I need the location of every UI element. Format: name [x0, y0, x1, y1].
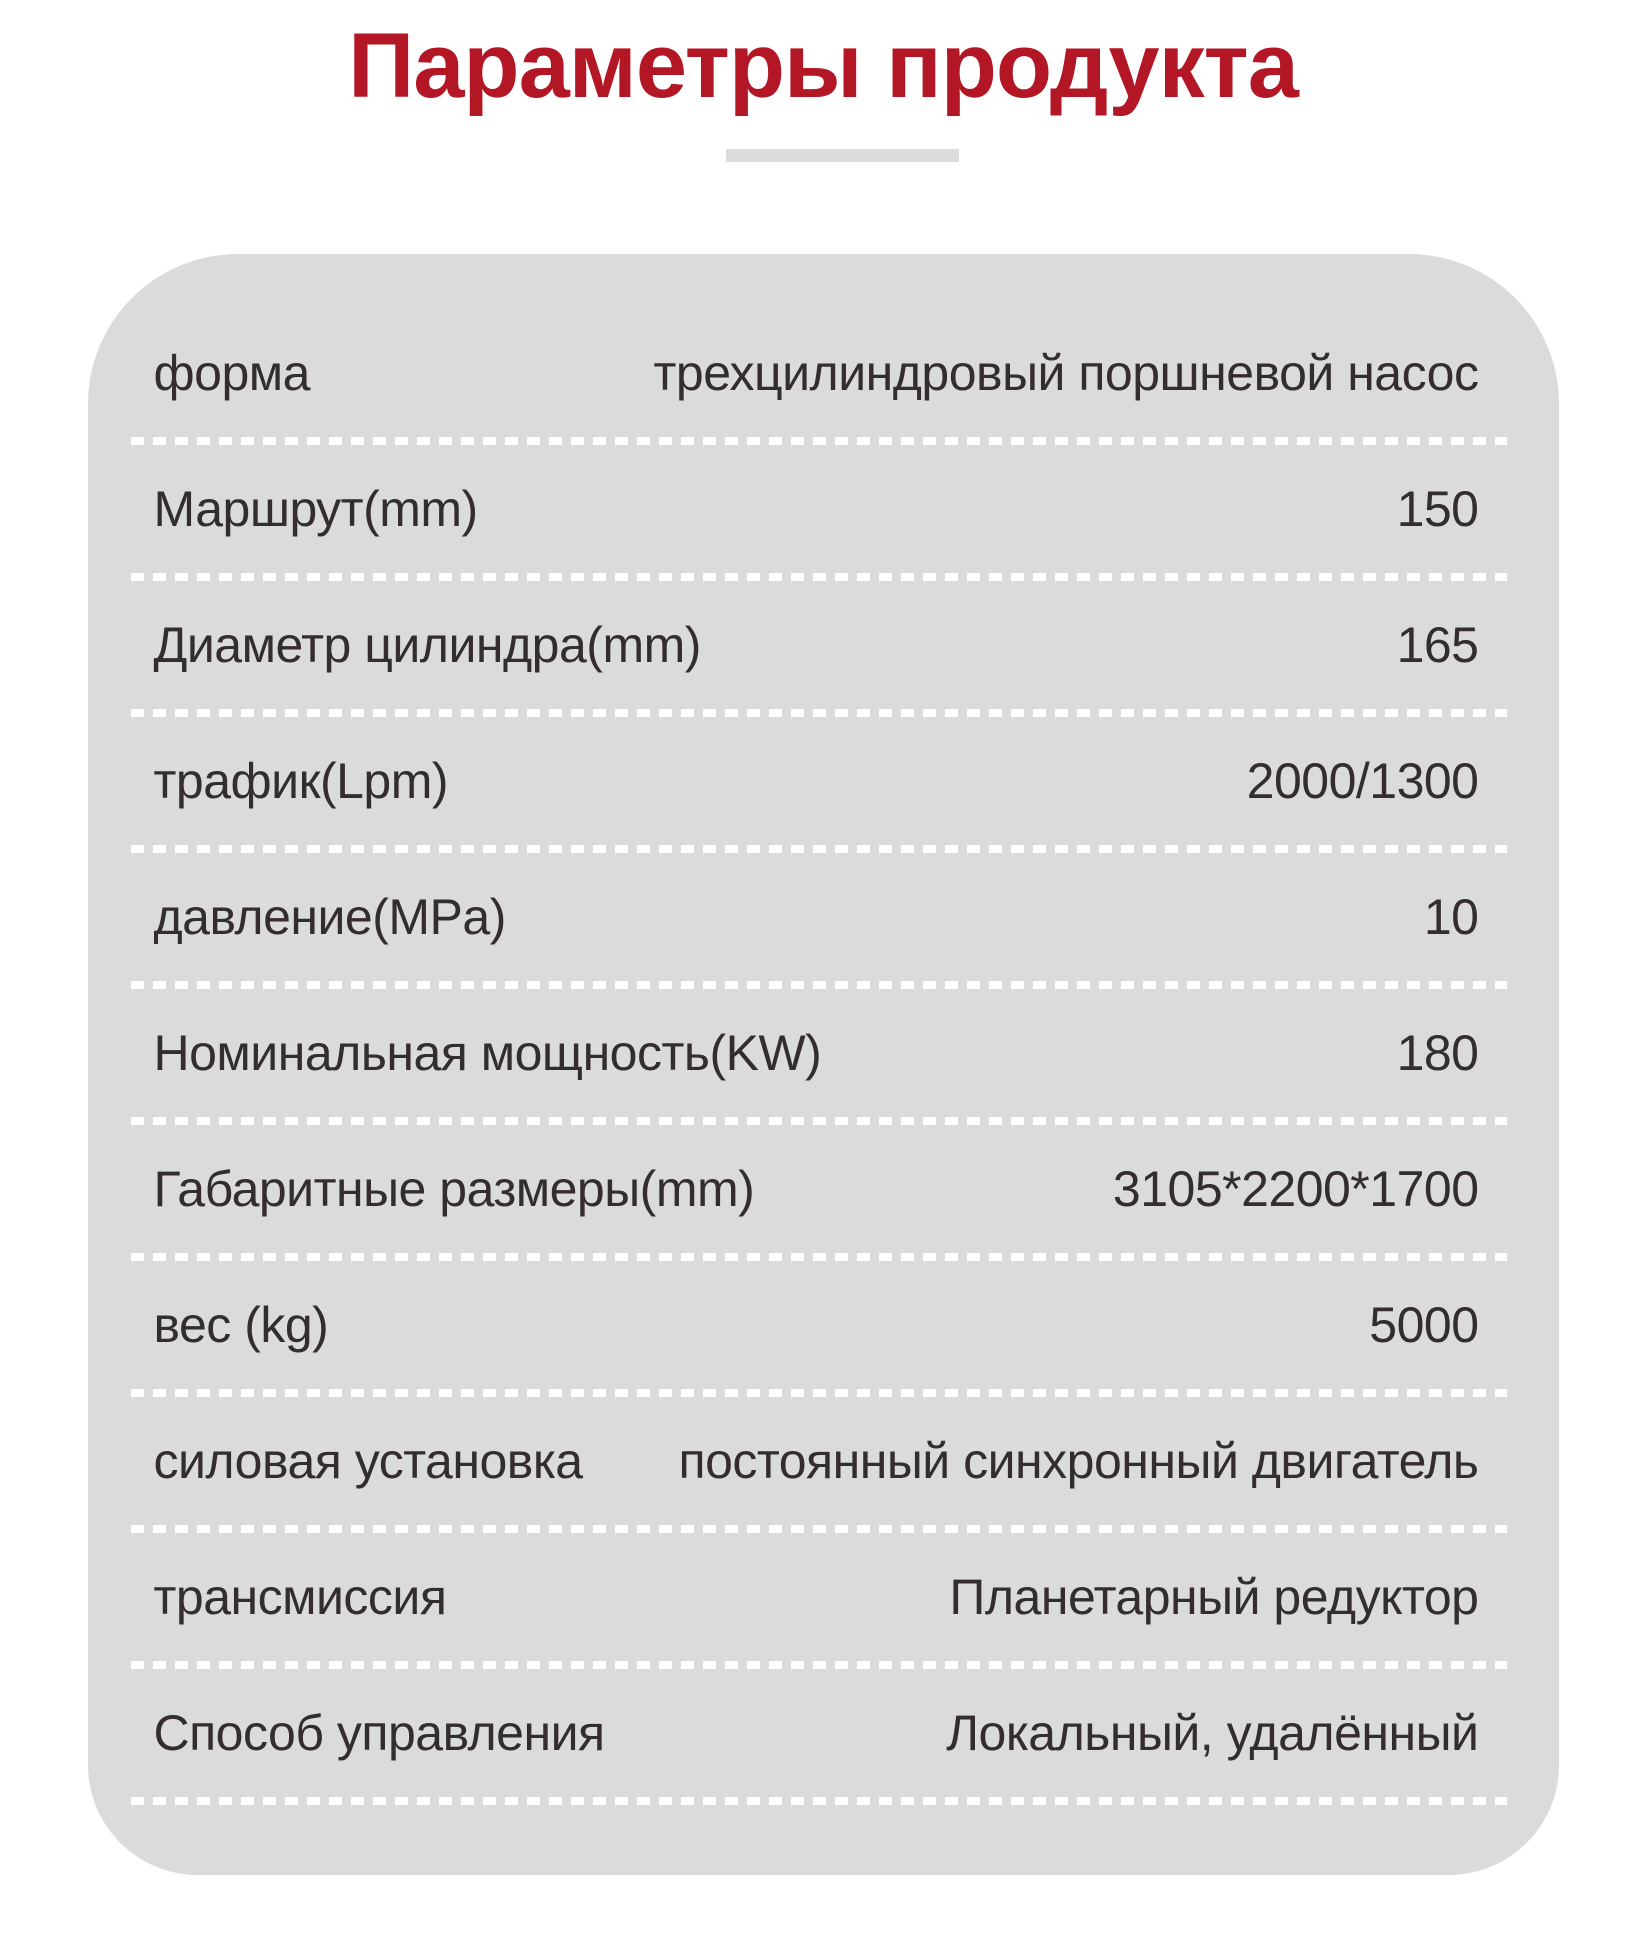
row-separator [131, 845, 1507, 853]
parameters-card [88, 254, 1559, 1875]
row-value: 2000/1300 [1246, 753, 1479, 810]
row-value: 180 [1396, 1025, 1479, 1082]
row-label: Маршрут(mm) [153, 481, 478, 538]
row-value: 165 [1396, 617, 1479, 674]
row-value: 3105*2200*1700 [1112, 1161, 1479, 1218]
table-row [154, 989, 1479, 1117]
row-label: Диаметр цилиндра(mm) [153, 617, 701, 674]
row-separator [131, 1797, 1507, 1805]
row-value: 10 [1423, 889, 1479, 946]
title-divider [726, 149, 959, 162]
table-row [154, 581, 1479, 709]
row-label: Способ управления [153, 1705, 605, 1762]
row-separator [131, 709, 1507, 717]
table-row [154, 1125, 1479, 1253]
table-row [154, 1533, 1479, 1661]
row-label: давление(MPa) [153, 889, 506, 946]
parameters-table [154, 309, 1479, 1805]
row-separator [131, 1253, 1507, 1261]
row-label: форма [153, 345, 310, 402]
page-title: Параметры продукта [348, 15, 1298, 117]
table-row [154, 445, 1479, 573]
row-separator [131, 437, 1507, 445]
row-value: 150 [1396, 481, 1479, 538]
table-row [154, 717, 1479, 845]
row-value: Локальный, удалённый [946, 1705, 1479, 1762]
row-value: 5000 [1369, 1297, 1479, 1354]
table-row [154, 1397, 1479, 1525]
row-separator [131, 1389, 1507, 1397]
row-label: трансмиссия [153, 1569, 447, 1626]
row-separator [131, 981, 1507, 989]
row-separator [131, 1661, 1507, 1669]
row-label: Номинальная мощность(KW) [153, 1025, 822, 1082]
table-row [154, 1261, 1479, 1389]
row-separator [131, 573, 1507, 581]
table-row [154, 853, 1479, 981]
row-label: силовая установка [153, 1433, 583, 1490]
row-label: Габаритные размеры(mm) [153, 1161, 755, 1218]
table-row [154, 1669, 1479, 1797]
row-value: Планетарный редуктор [949, 1569, 1479, 1626]
row-separator [131, 1525, 1507, 1533]
row-label: трафик(Lpm) [153, 753, 449, 810]
row-value: постоянный синхронный двигатель [678, 1433, 1479, 1490]
row-value: трехцилиндровый поршневой насос [653, 345, 1479, 402]
row-separator [131, 1117, 1507, 1125]
table-row [154, 309, 1479, 437]
row-label: вес (kg) [153, 1297, 329, 1354]
